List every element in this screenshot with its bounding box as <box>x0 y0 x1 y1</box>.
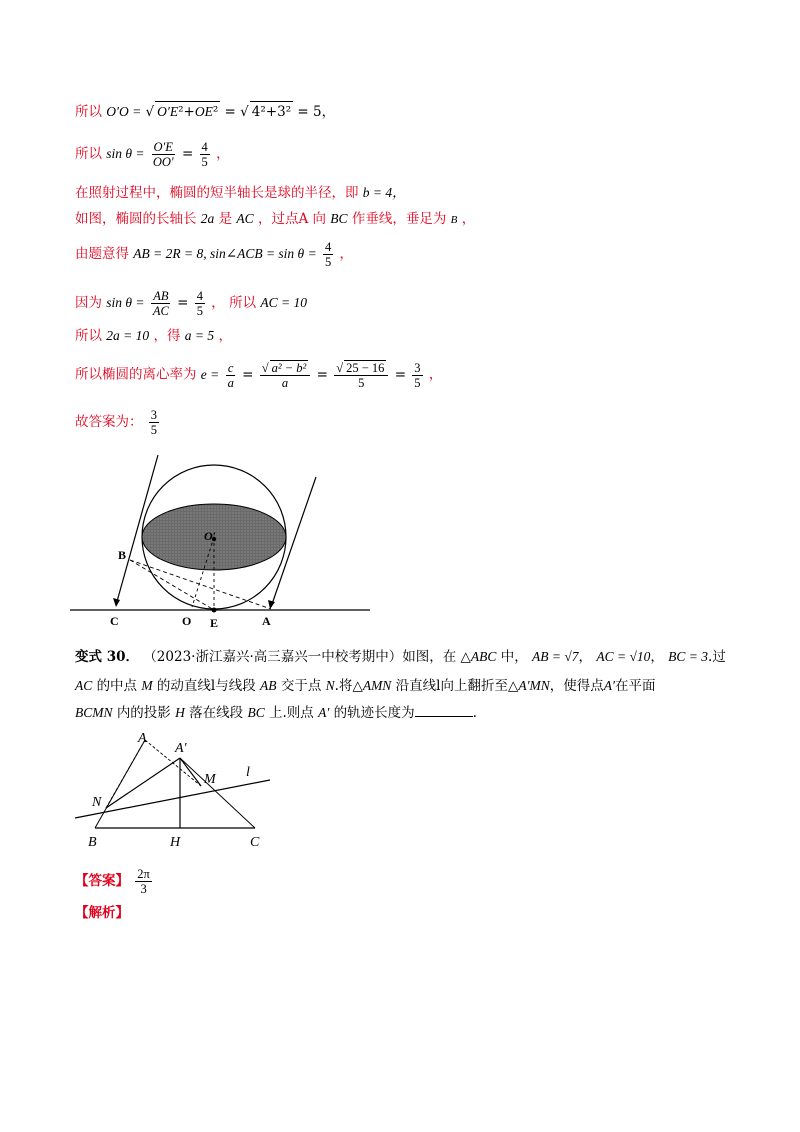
text: ，使得点 <box>549 678 604 694</box>
text: 上.则点 <box>269 705 314 721</box>
text: ， <box>428 366 443 383</box>
text: 中， <box>500 649 528 665</box>
text: 所以 <box>75 104 102 120</box>
answer-blank <box>415 704 473 717</box>
math-expr: = 5， <box>297 104 336 120</box>
text: 的动直线 <box>156 678 211 694</box>
text: ， <box>216 146 230 162</box>
label-o-prime: O′ <box>204 529 217 543</box>
text: 沿直线 <box>395 678 437 694</box>
problem-line-1: 变式 30． （2023·浙江嘉兴·高三嘉兴一中校考期中）如图，在 △ABC 中， AB = √7， AC = √10， BC = 3.过 <box>75 649 726 665</box>
math-expr: △ABC <box>460 649 497 664</box>
math-expr: O′O = <box>106 104 142 119</box>
text: 落在线段 <box>189 705 244 721</box>
label-e: E <box>210 616 219 630</box>
label-n: N <box>92 795 102 810</box>
text: .过 <box>708 649 726 665</box>
text: 在平面 <box>615 678 656 694</box>
analysis-label: 【解析】 <box>75 905 129 921</box>
text: 故答案为： <box>75 414 143 430</box>
math-expr: = <box>394 366 406 383</box>
math-expr: AB = 2R = 8, sin∠ACB = sin θ = <box>133 246 317 261</box>
math-expr: M <box>141 678 153 693</box>
math-expr: △A′MN <box>507 678 550 693</box>
text: 是 <box>218 211 233 227</box>
fraction: $\frac{c}{a}$ <box>227 360 234 390</box>
label-h: H <box>170 835 181 850</box>
label-a-prime: A′ <box>175 741 187 756</box>
text: 因为 <box>75 295 102 311</box>
label-l: l <box>246 765 250 780</box>
fraction: $\frac{AB}{AC}$ <box>152 289 169 318</box>
math-expr: 3 <box>277 104 286 120</box>
label-o: O <box>182 614 192 628</box>
solution-line-5 <box>75 240 353 269</box>
text: 交于点 <box>280 678 322 694</box>
math-expr: 4 <box>251 104 261 120</box>
text: 与线段 <box>215 678 256 694</box>
math-expr: BC = 3 <box>668 649 709 664</box>
text: 作垂线，垂足为 <box>351 211 447 227</box>
text: . <box>472 705 477 721</box>
text: ， 所以 <box>211 295 257 311</box>
math-expr: AC = √10 <box>596 649 651 664</box>
math-expr: b = 4， <box>362 185 406 200</box>
math-expr: l <box>436 678 441 694</box>
math-expr: A′ <box>318 705 330 720</box>
problem-line-3 <box>75 703 477 723</box>
text: .将 <box>334 678 353 694</box>
math-expr: e = <box>200 366 220 382</box>
text: 的中点 <box>96 678 138 694</box>
analysis-line <box>75 903 129 923</box>
text: 所以 <box>75 328 102 344</box>
label-c: C <box>250 835 260 850</box>
answer-label: 【答案】 <box>75 873 129 889</box>
label-c: C <box>110 614 119 628</box>
text: （2023·浙江嘉兴·高三嘉兴一中校考期中）如图，在 <box>143 649 457 665</box>
math-expr: B <box>450 214 458 226</box>
text: 所以 <box>75 146 102 162</box>
math-expr: 2a <box>200 211 215 226</box>
answer-line <box>75 867 154 896</box>
fraction: $\frac{√ 25 - 16}{5}$ <box>334 360 388 390</box>
math-expr: O′E <box>157 104 179 119</box>
solution-line-6 <box>75 289 307 318</box>
text: 如图，椭圆的长轴长 <box>75 211 197 227</box>
math-expr: AC <box>75 678 93 693</box>
math-expr: OE <box>194 104 213 119</box>
solution-line-7 <box>75 326 232 346</box>
math-expr: BCMN <box>75 705 113 720</box>
text: 在照射过程中，椭圆的短半轴长是球的半径，即 <box>75 185 359 201</box>
fraction: $\frac{4}{5}$ <box>324 240 332 269</box>
answer-fraction: $\frac{2\pi}{3}$ <box>137 867 150 896</box>
fraction: $\frac{3}{5}$ <box>150 408 158 437</box>
math-expr: sin θ = <box>106 146 145 161</box>
fraction: $\frac{4}{5}$ <box>196 289 203 318</box>
math-expr: = <box>181 146 194 162</box>
math-expr: BC <box>247 705 265 720</box>
label-b: B <box>88 835 97 850</box>
solution-line-1: 所以 O′O = √ O′E²+OE² = √ 4²+3² = 5， <box>75 101 335 122</box>
math-expr: = <box>316 366 328 383</box>
text: ， <box>218 328 232 344</box>
math-expr: △AMN <box>352 678 392 693</box>
math-expr: = <box>224 104 236 120</box>
solution-line-2 <box>75 140 230 169</box>
text: 由题意得 <box>75 246 129 262</box>
text: 所以椭圆的离心率为 <box>75 366 197 383</box>
label-b: B <box>118 548 127 562</box>
solution-line-4 <box>75 209 475 230</box>
solution-line-9 <box>75 408 161 437</box>
problem-line-2 <box>75 676 656 696</box>
label-a: A <box>262 614 271 628</box>
text: ， <box>461 211 476 227</box>
text: ，得 <box>153 328 181 344</box>
math-expr: AC = 10 <box>260 295 307 310</box>
text: 的轨迹长度为 <box>333 705 415 721</box>
math-expr: sin θ = <box>106 295 145 310</box>
figure-triangle-fold <box>70 728 280 853</box>
math-expr: AB = √7 <box>532 649 579 664</box>
math-expr: BC <box>330 211 348 226</box>
text: 向上翻折至 <box>440 678 508 694</box>
math-expr: A′ <box>603 678 615 693</box>
math-expr: 2a = 10 <box>106 328 150 343</box>
problem-title: 变式 30． <box>75 649 139 665</box>
fraction: $\frac{O'E}{OO'}$ <box>152 140 174 169</box>
text: ， <box>339 246 354 262</box>
fraction: $\frac{\text{√ a² − b²}}{a}$ <box>260 360 311 390</box>
solution-line-8 <box>75 360 442 390</box>
math-expr: a = 5 <box>184 328 215 343</box>
text: ，过点A 向 <box>257 211 326 227</box>
text: 内的投影 <box>116 705 171 721</box>
label-m: M <box>204 772 216 787</box>
math-expr: H <box>175 705 185 720</box>
math-expr: AC <box>236 211 254 226</box>
math-expr: N <box>325 678 335 693</box>
math-expr: = <box>242 366 254 383</box>
fraction: $\frac{4}{5}$ <box>201 140 208 169</box>
figure-sphere-shadow <box>70 455 380 630</box>
math-expr: AB <box>260 678 277 693</box>
fraction: $\frac{3}{5}$ <box>414 360 421 390</box>
math-expr: l <box>210 678 216 694</box>
math-expr: = <box>177 295 189 311</box>
label-a: A <box>138 731 147 746</box>
solution-line-3 <box>75 183 406 203</box>
